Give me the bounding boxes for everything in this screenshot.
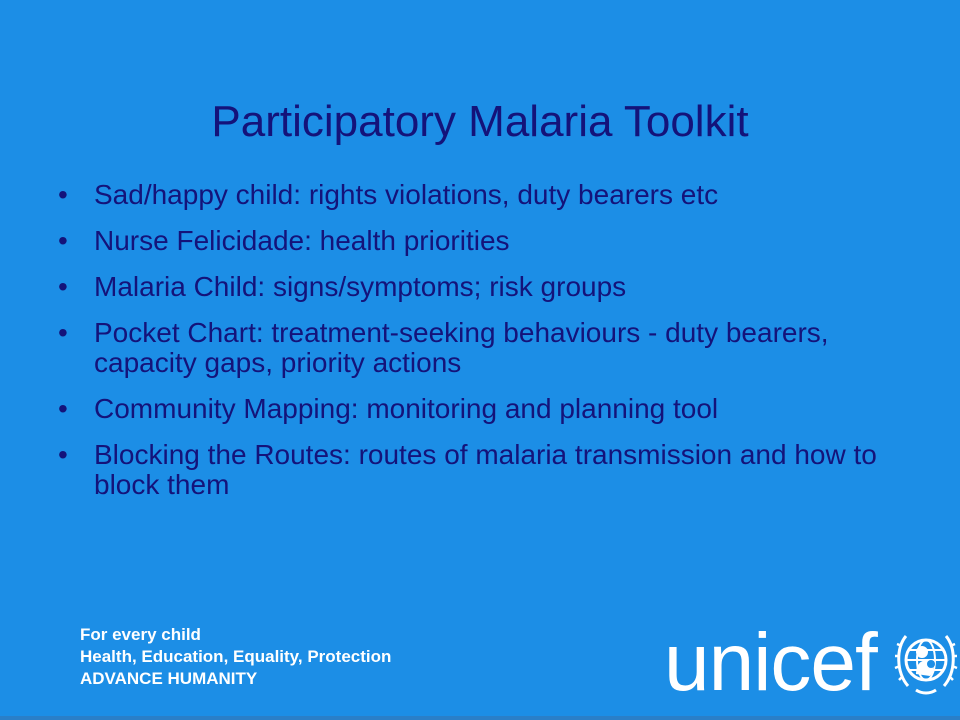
list-item	[58, 318, 878, 378]
bullet-icon: •	[58, 393, 68, 424]
logo-wordmark: unicef	[664, 617, 877, 708]
list-item	[58, 440, 878, 500]
bullet-text: Community Mapping: monitoring and planning tool	[94, 393, 719, 424]
bullet-list	[58, 180, 878, 516]
bullet-icon: •	[58, 317, 68, 348]
slide-title: Participatory Malaria Toolkit	[211, 97, 749, 146]
unicef-emblem-icon	[894, 624, 958, 700]
bullet-text: Pocket Chart: treatment-seeking behaviours - duty bearers, capacity gaps, priority actions	[94, 317, 829, 378]
bullet-icon: •	[58, 439, 68, 470]
footer-tagline	[80, 624, 391, 690]
list-item	[58, 272, 878, 302]
bullet-icon: •	[58, 179, 68, 210]
bullet-text: Malaria Child: signs/symptoms; risk groups	[94, 271, 627, 302]
tagline-line-1: For every child	[80, 625, 201, 644]
list-item	[58, 180, 878, 210]
bottom-divider	[0, 716, 960, 720]
list-item	[58, 226, 878, 256]
list-item	[58, 394, 878, 424]
bullet-text: Nurse Felicidade: health priorities	[94, 225, 510, 256]
bullet-icon: •	[58, 271, 68, 302]
bullet-icon: •	[58, 225, 68, 256]
bullet-text: Sad/happy child: rights violations, duty bearers etc	[94, 179, 719, 210]
bullet-text: Blocking the Routes: routes of malaria transmission and how to block them	[94, 439, 877, 500]
unicef-logo	[664, 618, 954, 708]
tagline-line-2: Health, Education, Equality, Protection	[80, 647, 392, 666]
tagline-line-3: ADVANCE HUMANITY	[80, 669, 258, 688]
